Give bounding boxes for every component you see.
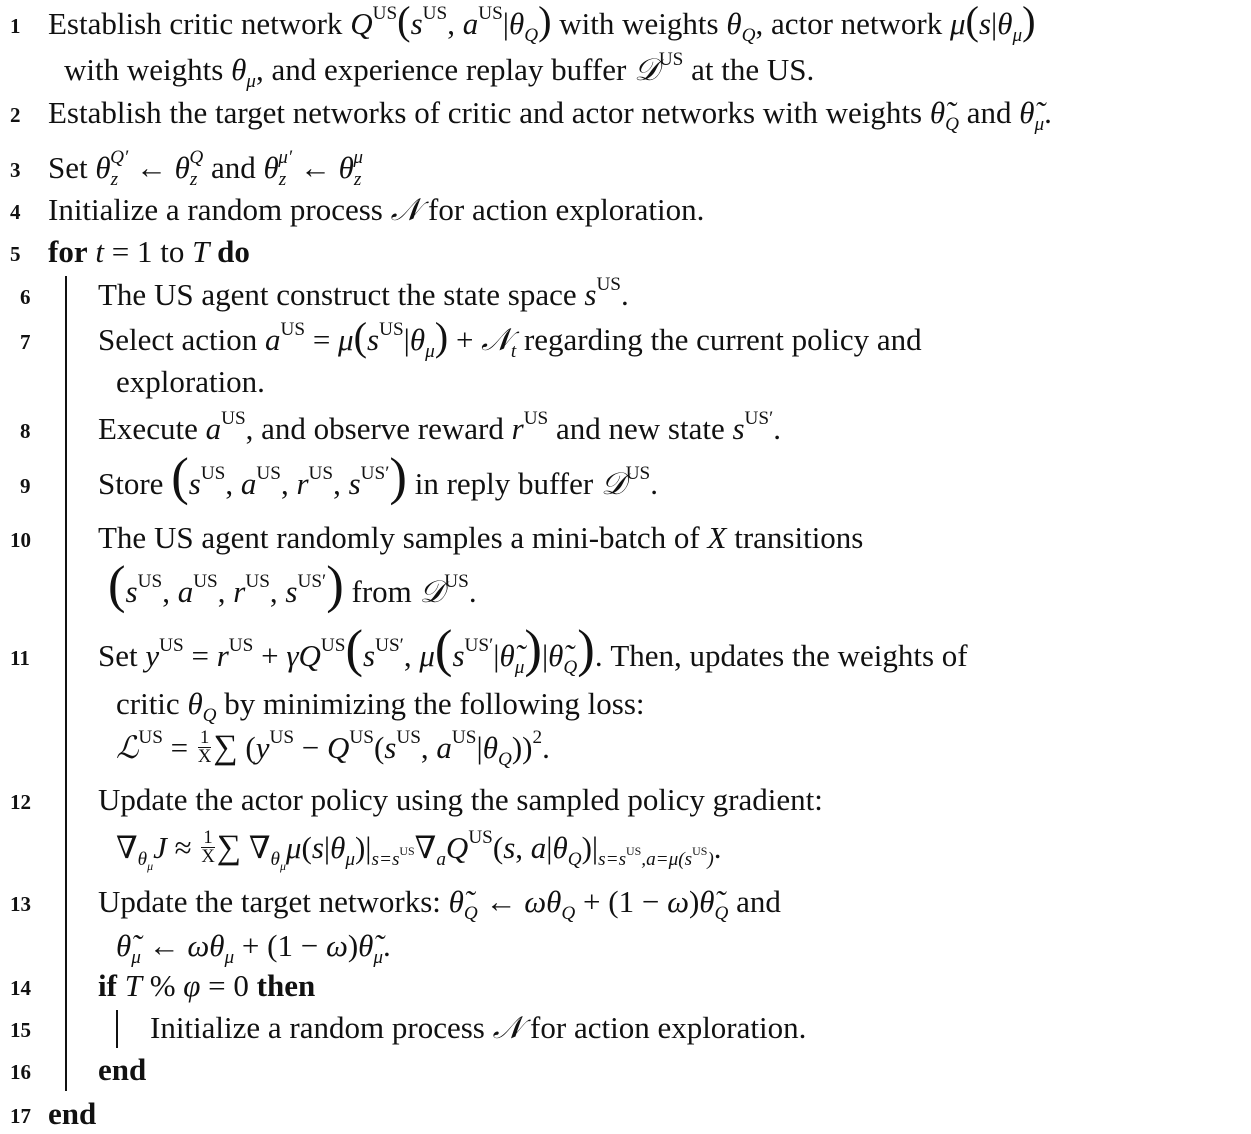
line-text: The US agent construct the state space $s^{US}$. bbox=[98, 273, 629, 312]
line-number: 8 bbox=[20, 419, 31, 443]
line-text: Update the target networks: $\thetã_Q$ ← $\omega\theta_Q + (1$ − $\omega)\thetã_Q$ and bbox=[98, 884, 781, 925]
if-block-bar bbox=[116, 1010, 118, 1048]
line-number: 15 bbox=[10, 1018, 31, 1042]
line-number: 11 bbox=[10, 646, 30, 670]
line-text: critic $\theta_Q$ by minimizing the following loss: bbox=[116, 686, 645, 727]
line-text: Execute $a^{US}$, and observe reward $r^{US}$ and new state $s^{US'}$. bbox=[98, 407, 782, 446]
line-number: 1 bbox=[10, 14, 21, 38]
line-text: Establish critic network $Q^{US}(s^{US}$, $a^{US}|\theta_Q$) with weights $\theta_Q$, actor network $\mu(s|\theta_\mu)$ bbox=[48, 0, 1036, 47]
line-number: 17 bbox=[10, 1104, 31, 1128]
line-number: 6 bbox=[20, 285, 31, 309]
line-number: 14 bbox=[10, 976, 31, 1000]
line-text: exploration. bbox=[116, 364, 265, 399]
line-text: $\thetã_\mu$ ← $\omega\theta_\mu + (1$ − $\omega)\thetã_\mu$. bbox=[116, 928, 391, 969]
line-number: 16 bbox=[10, 1060, 31, 1084]
line-text: Initialize a random process 𝒩 for action exploration. bbox=[48, 192, 705, 227]
line-number: 3 bbox=[10, 158, 21, 182]
line-number: 12 bbox=[10, 790, 31, 814]
line-number: 4 bbox=[10, 200, 21, 224]
line-text: Store ($s^{US}$, $a^{US}$, $r^{US}$, $s^{US'}$) in reply buffer 𝒟$^{US}$. bbox=[98, 448, 658, 506]
line-text: for t = 1 to T do bbox=[48, 234, 250, 269]
line-number: 2 bbox=[10, 103, 21, 127]
line-text: Select action $a^{US} = \mu(s^{US}|\theta_\mu)$ + 𝒩$_t$ regarding the current policy and bbox=[98, 314, 922, 363]
line-text: with weights $\theta_\mu$, and experience replay buffer 𝒟$^{US}$ at the US. bbox=[64, 48, 815, 93]
policy-gradient-equation: $\nabla_{\theta_\mu}J$ ≈ $\frac{1}{X}$ ∑ $\nabla_{\theta_\mu}\mu(s|\theta_\mu)|_{s=s^{US}}\nabla_aQ^{US}(s$, $a|\theta_Q)|_{s=s^{US},a=\mu(s^{US})}$. bbox=[116, 826, 722, 874]
end-if-keyword: end bbox=[98, 1052, 147, 1087]
line-number: 9 bbox=[20, 474, 31, 498]
for-loop-block-bar bbox=[65, 276, 67, 1091]
line-text: Establish the target networks of critic and actor networks with weights $\thetã_Q$ and $\thetã_\mu$. bbox=[48, 95, 1052, 136]
line-text: Set $\theta_z^{Q'}$ ← $\theta_z^Q$ and $\theta_z^{\mu'}$ ← $\theta_z^\mu$ bbox=[48, 146, 363, 191]
line-text: Set $y^{US} = r^{US} + \gamma Q^{US}(s^{US'}$, $\mu(s^{US'}|\thetã_\mu)|\thetã_Q$). Then, updates the weights of bbox=[98, 620, 968, 679]
line-number: 13 bbox=[10, 892, 31, 916]
end-for-keyword: end bbox=[48, 1096, 97, 1131]
line-number: 5 bbox=[10, 242, 21, 266]
line-text: ($s^{US}$, $a^{US}$, $r^{US}$, $s^{US'}$) from 𝒟$^{US}$. bbox=[108, 556, 477, 614]
line-text: The US agent randomly samples a mini-batch of X transitions bbox=[98, 520, 864, 555]
loss-equation: ℒ$^{US}$ = $\frac{1}{X}$ ∑ ($y^{US} - Q^{US}(s^{US}$, $a^{US}|\theta_Q))^2$. bbox=[116, 726, 550, 771]
line-text: if T % φ = 0 then bbox=[98, 968, 316, 1003]
line-number: 10 bbox=[10, 528, 31, 552]
line-text: Update the actor policy using the sampled policy gradient: bbox=[98, 782, 823, 817]
line-text: Initialize a random process 𝒩 for action exploration. bbox=[150, 1010, 807, 1045]
line-number: 7 bbox=[20, 330, 31, 354]
